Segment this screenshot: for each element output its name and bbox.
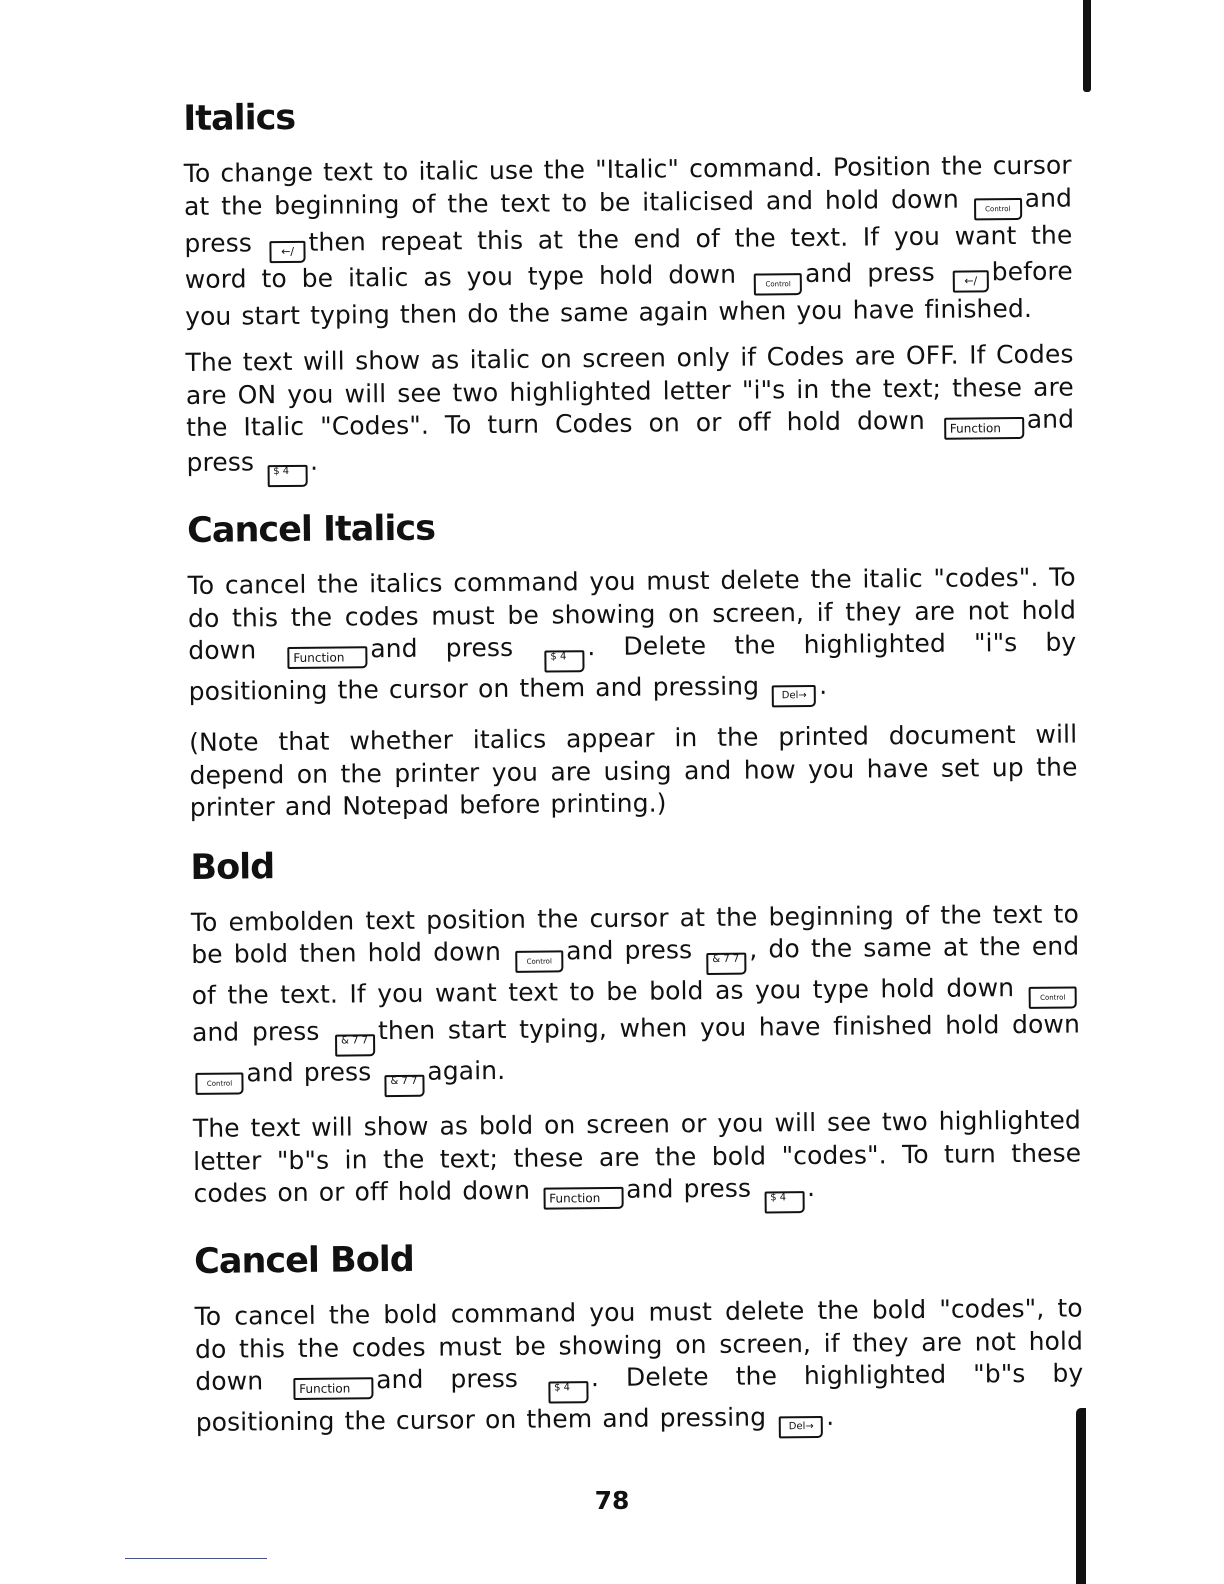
bold-paragraph-2 xyxy=(193,1104,1082,1219)
cancel-bold-paragraph-1 xyxy=(195,1292,1084,1444)
bold-p1-text-4: and press xyxy=(191,1016,320,1047)
control-key-icon: Control xyxy=(515,950,563,972)
cancel-italics-p1-text-4: . xyxy=(819,670,828,700)
control-key-icon: Control xyxy=(1029,986,1077,1008)
heading-cancel-bold: Cancel Bold xyxy=(194,1239,415,1282)
cancel-bold-p1-text-2: and press xyxy=(376,1363,519,1395)
dollar-4-key-icon: $ 4 xyxy=(764,1191,804,1213)
bold-p1-text-2: and press xyxy=(566,935,693,966)
dollar-4-key-icon: $ 4 xyxy=(548,1381,588,1403)
dollar-4-key-icon: $ 4 xyxy=(544,650,584,672)
heading-italics: Italics xyxy=(183,97,296,139)
cancel-italics-p1-text-2: and press xyxy=(370,632,514,664)
italics-p1-text-2: and press xyxy=(184,182,1073,258)
italics-p2-text-2: and press xyxy=(186,404,1075,477)
bold-p2-text-2: and press xyxy=(626,1173,752,1204)
cancel-italics-p1-text-3: . Delete the highlighted "i"s by positioning the cursor on them and pressing xyxy=(188,627,1077,706)
cancel-bold-p1-text-1: To cancel the bold command you must delete the bold "codes", to do this the codes must be showing on screen, if they are not hold down xyxy=(194,1293,1084,1396)
control-key-icon: Control xyxy=(195,1072,243,1094)
page-content xyxy=(183,87,1084,1443)
scan-artifact-top-right xyxy=(1083,0,1091,92)
heading-bold: Bold xyxy=(190,846,275,888)
bold-p2-text-1: The text will show as bold on screen or you will see two highlighted letter "b"s in the text; these are the bold "codes". To turn these codes on or off hold down xyxy=(192,1105,1082,1208)
heading-cancel-italics: Cancel Italics xyxy=(186,508,436,551)
italics-paragraph-2 xyxy=(185,338,1074,488)
ampersand-7-key-icon: & 7 7 xyxy=(335,1034,375,1056)
bold-p1-text-1: To embolden text position the cursor at the beginning of the text to be bold then hold down xyxy=(190,898,1080,969)
cancel-bold-p1-text-4: . xyxy=(826,1401,835,1431)
italics-p1-text-3: then repeat this at the end of the text. If you want the word to be italic as you type hold down xyxy=(184,219,1073,294)
cancel-bold-p1-text-3: . Delete the highlighted "b"s by positioning the cursor on them and pressing xyxy=(195,1358,1084,1437)
ampersand-7-key-icon: & 7 7 xyxy=(384,1075,424,1097)
cancel-italics-paragraph-1 xyxy=(188,561,1077,713)
italics-p2-text-1: The text will show as italic on screen only if Codes are OFF. If Codes are ON you will see two highlighted letter "i"s in the text; these are the Italic "Codes". To turn Codes on or off hold down xyxy=(185,339,1074,442)
bold-p2-text-3: . xyxy=(806,1172,816,1203)
bold-p1-text-7: again. xyxy=(427,1055,506,1086)
function-key-icon: Function xyxy=(287,646,367,669)
function-key-icon: Function xyxy=(944,417,1024,440)
italics-p1-text-1: To change text to italic use the "Italic" command. Position the cursor at the beginning of the text to be italicised and hold down xyxy=(183,150,1072,221)
italic-key-icon: ←/ xyxy=(953,270,989,292)
italic-key-icon: ←/ xyxy=(270,240,306,262)
function-key-icon: Function xyxy=(293,1377,373,1400)
bold-paragraph-1 xyxy=(191,898,1081,1099)
function-key-icon: Function xyxy=(543,1187,623,1210)
bold-p1-text-5: then start typing, when you have finished hold down xyxy=(377,1009,1081,1046)
ampersand-7-key-icon: & 7 7 xyxy=(706,953,746,975)
bold-p1-text-6: and press xyxy=(246,1057,372,1088)
scan-artifact-rule xyxy=(125,1558,267,1559)
cancel-italics-note: (Note that whether italics appear in the printed document will depend on the printer you are using and how you have set up the printer and Notepad before printing.) xyxy=(189,719,1078,822)
italics-paragraph-1 xyxy=(184,149,1074,333)
italics-p1-text-5: before you start typing then do the same again when you have finished. xyxy=(184,255,1073,331)
italics-p2-text-3: . xyxy=(309,446,319,476)
control-key-icon: Control xyxy=(754,273,802,295)
cancel-italics-p1-text-1: To cancel the italics command you must delete the italic "codes". To do this the codes must be showing on screen, if they are not hold down xyxy=(187,562,1077,665)
control-key-icon: Control xyxy=(974,197,1022,219)
bold-p1-text-3: , do the same at the end of the text. If you want text to be bold as you type hold down xyxy=(191,931,1080,1010)
italics-p1-text-4: and press xyxy=(804,257,935,288)
page-number: 78 xyxy=(594,1486,630,1515)
delete-key-icon: Del→ xyxy=(779,1416,823,1438)
delete-key-icon: Del→ xyxy=(772,685,816,707)
dollar-4-key-icon: $ 4 xyxy=(267,465,307,487)
